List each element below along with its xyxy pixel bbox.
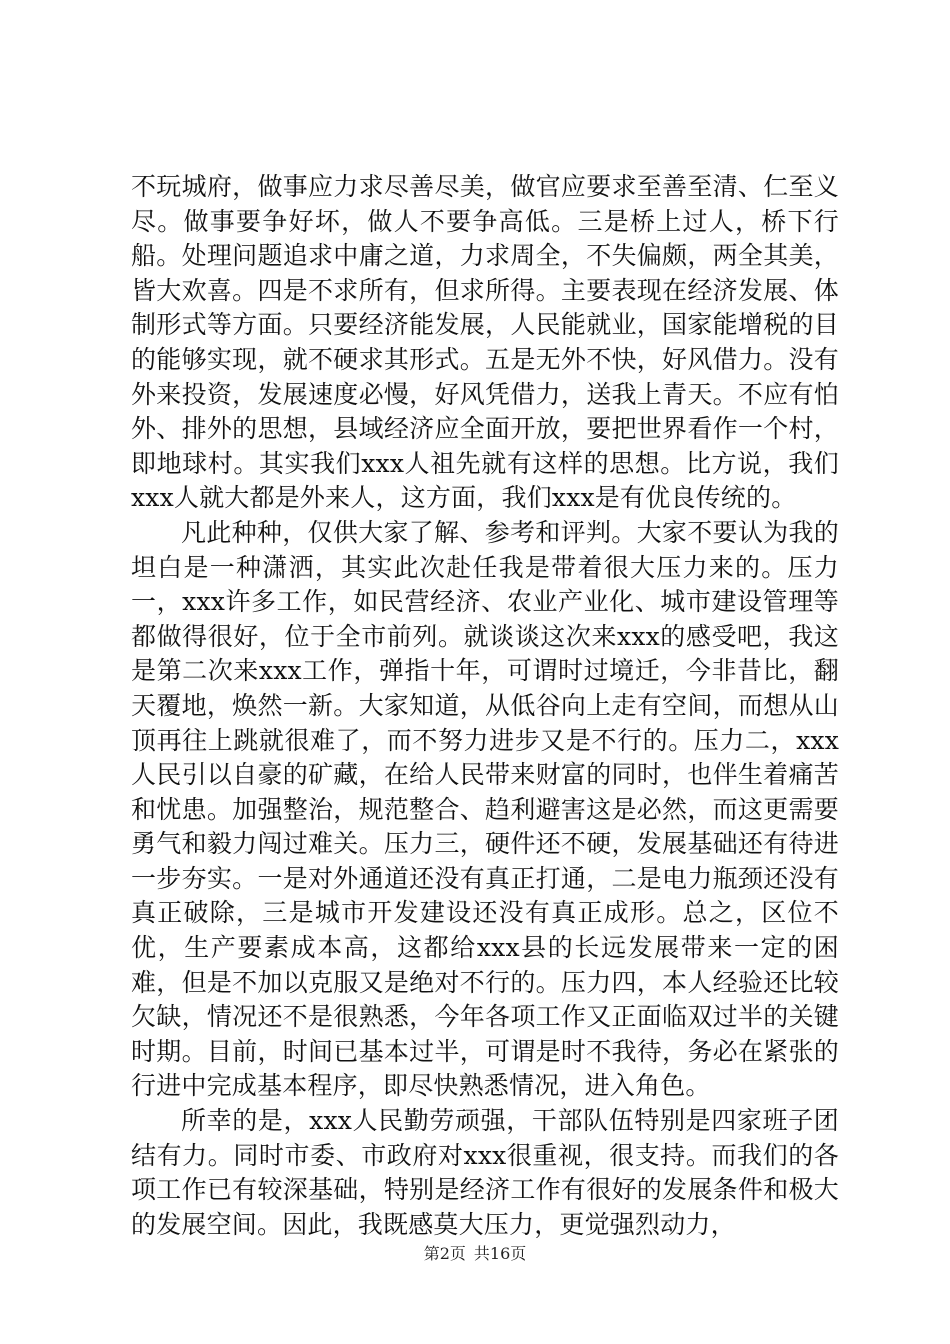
paragraph-3: 所幸的是，xxx人民勤劳顽强，干部队伍特别是四家班子团结有力。同时市委、市政府对xxx很重视，很支持。而我们的各项工作已有较深基础，特别是经济工作有很好的发展条件和极大的发展空间。因此，我既感莫大压力，更觉强烈动力， bbox=[131, 1106, 839, 1239]
page-number: 第2页 bbox=[423, 1244, 466, 1263]
paragraph-2: 凡此种种，仅供大家了解、参考和评判。大家不要认为我的坦白是一种潇洒，其实此次赴任我是带着很大压力来的。压力一，xxx许多工作，如民营经济、农业产业化、城市建设管理等都做得很好，位于全市前列。就谈谈这次来xxx的感受吧，我这是第二次来xxx工作，弹指十年，可谓时过境迁，今非昔比，翻天覆地，焕然一新。大家知道，从低谷向上走有空间，而想从山顶再往上跳就很难了，而不努力进步又是不行的。压力二，xxx人民引以自豪的矿藏，在给人民带来财富的同时，也伴生着痛苦和忧患。加强整治，规范整合、趋利避害这是必然，而这更需要勇气和毅力闯过难关。压力三，硬件还不硬，发展基础还有待进一步夯实。一是对外通道还没有真正打通，二是电力瓶颈还没有真正破除，三是城市开发建设还没有真正成形。总之，区位不优，生产要素成本高，这都给xxx县的长远发展带来一定的困难，但是不加以克服又是绝对不行的。压力四，本人经验还比较欠缺，情况还不是很熟悉，今年各项工作又正面临双过半的关键时期。目前，时间已基本过半，可谓是时不我待，务必在紧张的行进中完成基本程序，即尽快熟悉情况，进入角色。 bbox=[131, 517, 839, 1101]
page-footer bbox=[0, 1241, 950, 1264]
paragraph-1: 不玩城府，做事应力求尽善尽美，做官应要求至善至清、仁至义尽。做事要争好坏，做人不要争高低。三是桥上过人，桥下行船。处理问题追求中庸之道，力求周全，不失偏颇，两全其美，皆大欢喜。四是不求所有，但求所得。主要表现在经济发展、体制形式等方面。只要经济能发展，人民能就业，国家能增税的目的能够实现，就不硬求其形式。五是无外不快，好风借力。没有外来投资，发展速度必慢，好风凭借力，送我上青天。不应有怕外、排外的思想，县域经济应全面开放，要把世界看作一个村，即地球村。其实我们xxx人祖先就有这样的思想。比方说，我们xxx人就大都是外来人，这方面，我们xxx是有优良传统的。 bbox=[131, 172, 839, 513]
page-total: 共16页 bbox=[473, 1244, 527, 1263]
document-body bbox=[131, 170, 839, 1242]
